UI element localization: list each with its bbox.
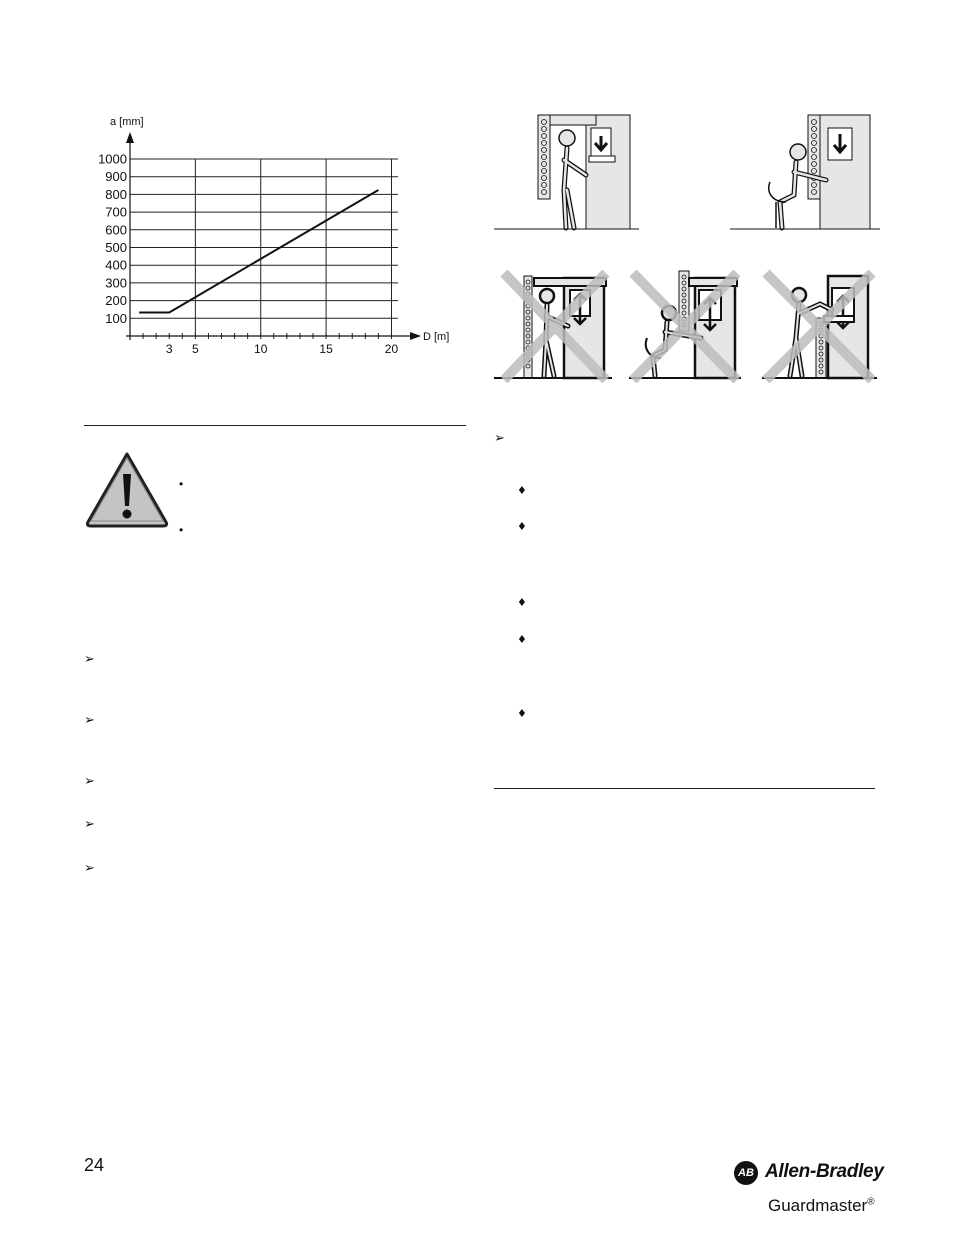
y-tick-label: 1000 — [98, 151, 127, 167]
diamond-bullet-2: ♦ — [517, 520, 527, 533]
x-axis-label: D [m] — [423, 331, 450, 343]
sub-brand — [768, 1196, 875, 1216]
warning-triangle-icon — [84, 450, 170, 528]
seated-operator-illustration — [730, 110, 880, 235]
sub-brand-text: Guardmaster — [768, 1196, 868, 1215]
arrow-bullet-2: ➢ — [84, 713, 95, 728]
y-tick-label: 300 — [105, 275, 127, 291]
y-axis-arrow — [126, 132, 134, 143]
allen-bradley-logo-mark: AB — [734, 1161, 758, 1185]
x-tick-label: 5 — [192, 342, 199, 356]
chart-svg — [88, 108, 468, 368]
registered-mark: ® — [867, 1196, 875, 1208]
y-tick-label: 700 — [105, 204, 127, 220]
standing-operator-illustration — [494, 110, 639, 235]
y-tick-label: 200 — [105, 293, 127, 309]
warning-bullet-2: • — [179, 523, 184, 537]
arrow-bullet-4: ➢ — [84, 817, 95, 832]
y-tick-label: 500 — [105, 240, 127, 255]
brand-name: Allen-Bradley — [765, 1161, 884, 1182]
y-tick-label: 100 — [105, 310, 127, 326]
warning-bullet-1: • — [179, 477, 184, 491]
y-axis-label: a [mm] — [110, 116, 144, 128]
incorrect-reaching-illustration — [762, 268, 877, 383]
y-tick-label: 400 — [105, 257, 127, 273]
x-tick-label: 3 — [165, 342, 173, 356]
y-tick-label: 800 — [105, 186, 127, 202]
y-tick-label: 600 — [105, 222, 127, 238]
arrow-bullet-1: ➢ — [84, 652, 95, 667]
arrow-bullet-5: ➢ — [84, 861, 95, 876]
diamond-bullet-5: ♦ — [517, 707, 527, 720]
right-section-divider — [494, 788, 875, 789]
distance-chart — [88, 108, 468, 368]
x-axis-arrow — [410, 332, 421, 340]
diamond-bullet-3: ♦ — [517, 596, 527, 609]
diamond-bullet-4: ♦ — [517, 633, 527, 646]
x-tick-label: 20 — [384, 342, 399, 356]
page-number: 24 — [84, 1155, 105, 1175]
diamond-bullet-1: ♦ — [517, 484, 527, 497]
arrow-bullet-right-1: ➢ — [494, 431, 505, 446]
left-section-divider — [84, 425, 466, 426]
y-tick-label: 900 — [105, 169, 127, 185]
arrow-bullet-3: ➢ — [84, 774, 95, 789]
series-line — [139, 190, 378, 312]
incorrect-seated-illustration — [629, 268, 741, 383]
x-tick-label: 15 — [319, 342, 333, 356]
incorrect-standing-illustration — [494, 268, 612, 383]
x-tick-label: 10 — [254, 342, 268, 356]
